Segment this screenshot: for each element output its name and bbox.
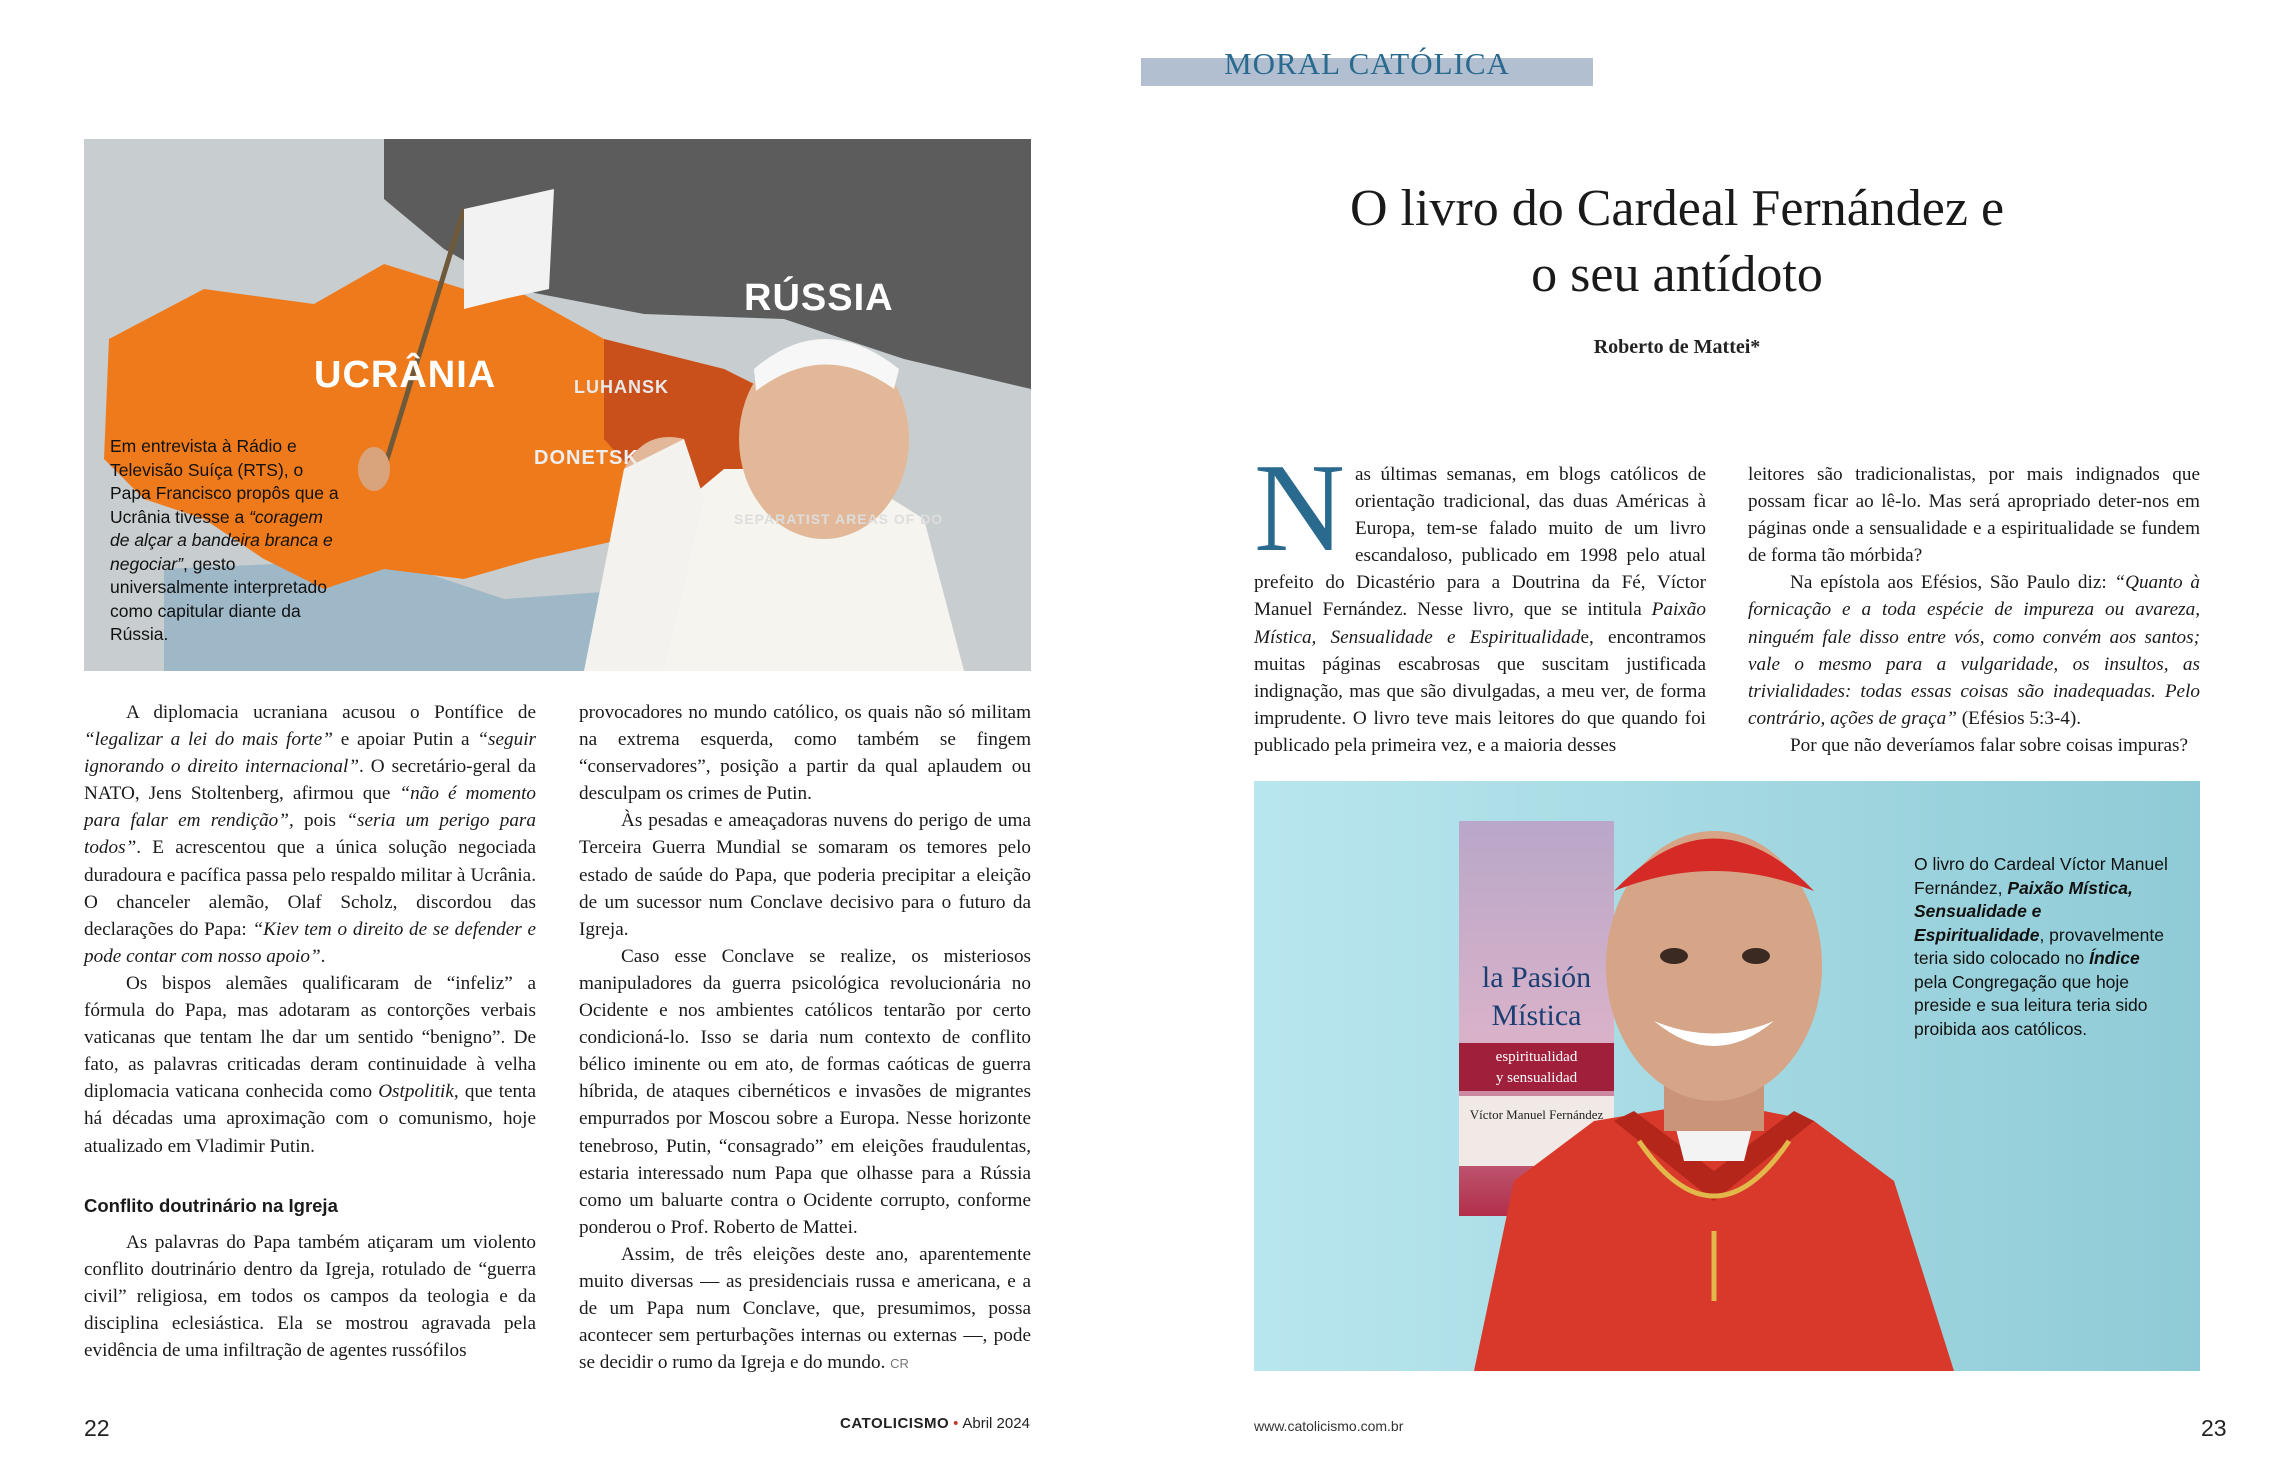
- headline-line-2: o seu antídoto: [1531, 246, 1823, 303]
- paragraph: provocadores no mundo católico, os quais não só militam na extrema esquerda, como também se fingem “conservadores”, posição a partir da qual aplaudem ou desculpam os crimes de Putin.: [579, 702, 1031, 805]
- map-label-luhansk: LUHANSK: [574, 377, 669, 397]
- magazine-name: CATOLICISMO: [840, 1415, 950, 1432]
- quote: “seguir ignorando o direito internacional”: [84, 729, 536, 778]
- paragraph: leitores são tradicionalistas, por mais indignados que possam ficar ao lê-lo. Mas será apropriado deter-nos em páginas onde a sensualidade e a espiritualidade se fundem de forma tão mórbida?: [1748, 464, 2200, 567]
- left-column-2: [579, 699, 1031, 1377]
- book-cover-subtitle-2: y sensualidad: [1495, 1070, 1578, 1086]
- text-run: e apoiar Putin a: [332, 729, 478, 751]
- paragraph: [1254, 439, 1706, 759]
- website-url: www.catolicismo.com.br: [1254, 1418, 1404, 1434]
- text-run: . E acrescentou que a única solução negociada duradoura e pacífica passa pelo respaldo militar à Ucrânia. O chanceler alemão, Olaf Scholz, discordou das declarações do Papa:: [84, 837, 536, 940]
- map-caption-text-end: , gesto universalmente interpretado como capitular diante da Rússia.: [110, 553, 327, 644]
- map-photo: [84, 139, 1031, 671]
- book-cover-author: Víctor Manuel Fernández: [1469, 1107, 1604, 1122]
- paragraph: [579, 1241, 1031, 1377]
- text-run: Os bispos alemães qualificaram de “infeliz” a fórmula do Papa, mas adotaram as contorções verbais vaticanas que tentam lhe dar um sentido “benigno”. De fato, as palavras criticadas deram continuidade à velha diplomacia vaticana conhecida como: [84, 972, 536, 1103]
- book-title: Paixão Mística, Sensualidade e Espiritualidad: [1254, 599, 1706, 648]
- quote: “não é momento para falar em rendição”: [84, 783, 537, 832]
- paragraph: Caso esse Conclave se realize, os misteriosos manipuladores da guerra psicológica revolucionária no Ocidente e nos ambientes católicos tentarão por certo condicioná-lo. Isso se daria num contexto de conflito bélico iminente ou em ato, de formas caóticas de guerra híbrida, de ataques cibernéticos e invasões de migrantes empurrados por Moscou sobre a Europa. Nesse horizonte tenebroso, Putin, “consagrado” em eleições fraudulentas, estaria interessado num Papa que olhasse para a Rússia como um baluarte contra o Ocidente corrupto, conforme ponderou o Prof. Roberto de Mattei.: [579, 945, 1031, 1238]
- section-label: MORAL CATÓLICA: [1224, 46, 1510, 81]
- caption-book-title: Paixão Mística, Sensualidade e Espiritualidade: [1914, 877, 2133, 945]
- paragraph: [84, 970, 536, 1160]
- magazine-footer: [840, 1415, 1030, 1432]
- text-run: . O secretário-geral da NATO, Jens Stoltenberg, afirmou que: [84, 756, 536, 805]
- text-run: e, encontramos muitas páginas escabrosas que suscitam justificada indignação, mas que são divulgadas, a meu ver, de forma imprudente. O livro teve mais leitores do que quando foi publicado pela primeira vez, e a maioria desses: [1254, 626, 1706, 756]
- map-label-russia: RÚSSIA: [744, 277, 894, 319]
- paragraph: As palavras do Papa também atiçaram um violento conflito doutrinário dentro da Igreja, rotulado de “guerra civil” religiosa, em todos os campos da teologia e da disciplina eclesiástica. Ela se mostrou agravada pela evidência de uma infiltração de agentes russófilos: [84, 1231, 536, 1362]
- term: Ostpolitik: [378, 1081, 454, 1103]
- book-cover: [1459, 821, 1614, 1216]
- issue-date: Abril 2024: [962, 1415, 1030, 1432]
- text-run: Na epístola aos Efésios, São Paulo diz:: [1790, 572, 2115, 594]
- left-column-1: [84, 699, 536, 1364]
- caption-index-term: Índice: [2089, 948, 2140, 968]
- map-caption-quote: “coragem de alçar a bandeira branca e negociar”: [110, 506, 333, 574]
- text-run: A diplomacia ucraniana acusou o Pontífice de: [126, 702, 536, 723]
- caption-text: O livro do Cardeal Víctor Manuel Fernández,: [1914, 854, 2168, 898]
- right-page: [1137, 0, 2275, 1471]
- headline-line-1: O livro do Cardeal Fernández e: [1349, 180, 2005, 237]
- cardinal-photo-caption: [1914, 853, 2174, 1041]
- book-cover-title-1: la Pasión: [1481, 961, 1592, 994]
- byline: Roberto de Mattei*: [1593, 336, 1761, 358]
- left-page: [0, 0, 1137, 1471]
- paragraph: Por que não deveríamos falar sobre coisas impuras?: [1790, 734, 2189, 756]
- article-headline: [1277, 176, 2077, 308]
- quote: “Kiev tem o direito de se defender e pode contar com nosso apoio”: [84, 918, 536, 967]
- page-number-left: 22: [84, 1415, 110, 1441]
- scripture-quote: “Quanto à fornicação e a toda espécie de impureza ou avareza, ninguém fale disso entre vós, como convém aos santos; vale o mesmo para a vulgaridade, os insultos, as trivialidades: todas essas coisas são inadequadas. Pelo contrário, ações de graça”: [1748, 572, 2200, 729]
- right-column-2: [1748, 461, 2200, 759]
- map-caption-text: Em entrevista à Rádio e Televisão Suíça (RTS), o Papa Francisco propôs que a Ucrânia tivesse a: [110, 436, 339, 527]
- book-cover-title-2: Mística: [1491, 999, 1582, 1032]
- caption-text: pela Congregação que hoje preside e sua leitura teria sido proibida aos católicos.: [1914, 971, 2148, 1039]
- paragraph: Às pesadas e ameaçadoras nuvens do perigo de uma Terceira Guerra Mundial se somaram os temores pelo estado de saúde do Papa, que poderia precipitar a eleição de um sucessor num Conclave decisivo para o futuro da Igreja.: [579, 810, 1031, 940]
- page-number-right: 23: [2201, 1415, 2227, 1441]
- text-run: (Efésios 5:3-4).: [1956, 707, 2082, 729]
- text-run: , que tenta há décadas uma aproximação com o comunismo, hoje atualizado em Vladimir Putin.: [84, 1081, 536, 1157]
- book-cover-subtitle-1: espiritualidad: [1495, 1049, 1578, 1065]
- drop-cap: N: [1254, 439, 1345, 578]
- caption-text: , provavelmente teria sido colocado no: [1914, 924, 2164, 968]
- separator-dot: •: [953, 1415, 959, 1432]
- right-column-1: [1254, 439, 1706, 759]
- quote: “seria um perigo para todos”: [84, 810, 536, 859]
- map-label-donetsk: DONETSK: [534, 447, 639, 469]
- cardinal-photo: [1254, 781, 2200, 1371]
- map-photo-caption: [110, 435, 345, 647]
- text-run: .: [320, 945, 326, 967]
- text-run: , pois: [288, 810, 347, 832]
- text-run: Assim, de três eleições deste ano, aparentemente muito diversas — as presidenciais russa e americana, e a de um Papa num Conclave, que, presumimos, possa acontecer sem perturbações internas ou externas —, pode se decidir o rumo da Igreja e do mundo.: [579, 1243, 1031, 1374]
- subheading: Conflito doutrinário na Igreja: [84, 1194, 338, 1216]
- end-mark-icon: CR: [890, 1356, 909, 1372]
- quote: “legalizar a lei do mais forte”: [84, 729, 333, 751]
- paragraph: [84, 699, 536, 970]
- text-run: as últimas semanas, em blogs católicos de orientação tradicional, das duas Américas à Europa, tem-se falado muito de um livro escandaloso, publicado em 1998 pelo atual prefeito do Dicastério para a Doutrina da Fé, Víctor Manuel Fernández. Nesse livro, que se intitula: [1254, 464, 1706, 621]
- paragraph: [1748, 569, 2200, 732]
- map-label-ukraine: UCRÂNIA: [314, 354, 497, 396]
- map-label-separatist: SEPARATIST AREAS OF DO: [734, 511, 944, 527]
